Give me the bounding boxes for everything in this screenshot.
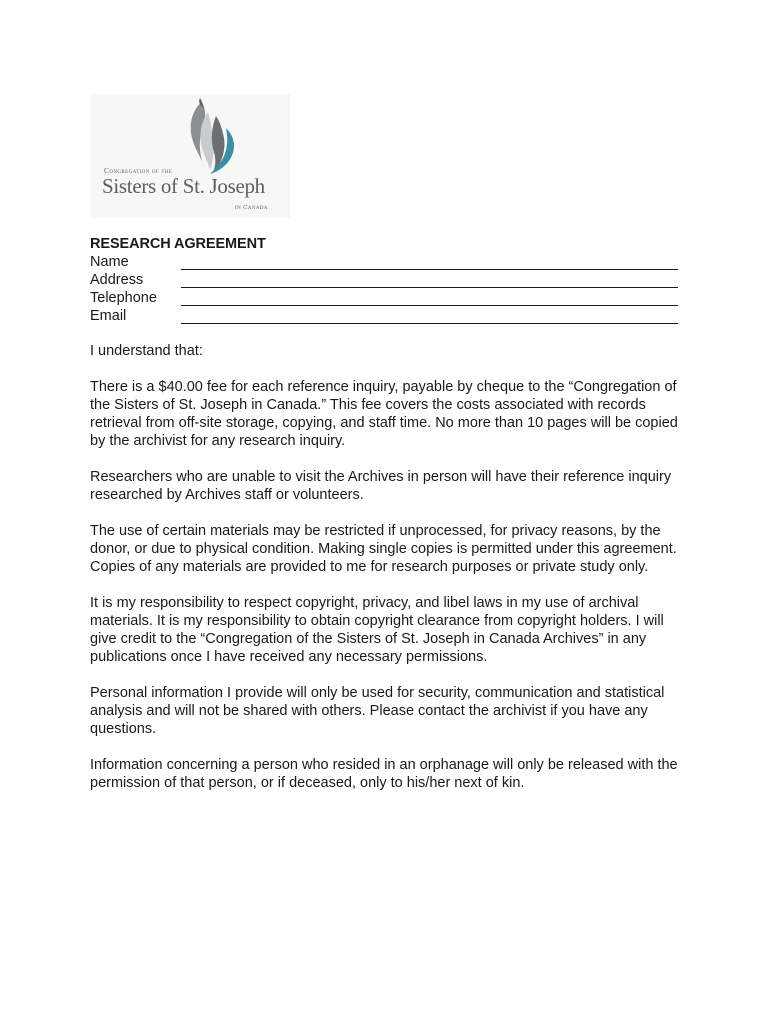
email-label: Email: [90, 308, 127, 324]
logo-line-canada: in Canada: [235, 204, 268, 211]
email-field-row: [90, 307, 678, 325]
address-input[interactable]: [181, 269, 678, 288]
restrictions-paragraph: The use of certain materials may be restricted if unprocessed, for privacy reasons, by the donor, or due to physical condition. Making single copies is permitted under this agreement. Copies of any materials are provided to me for research purposes or private study only.: [90, 523, 677, 575]
logo-line-sisters: Sisters of St. Joseph: [102, 174, 265, 198]
name-label: Name: [90, 254, 129, 270]
intro-text: I understand that:: [90, 343, 203, 359]
flame-emblem-icon: [90, 94, 290, 218]
copyright-paragraph: It is my responsibility to respect copyright, privacy, and libel laws in my use of archival materials. It is my responsibility to obtain copyright clearance from copyright holders. I will give credit to the “Congregation of the Sisters of St. Joseph in Canada Archives” in any publications once I have received any necessary permissions.: [90, 595, 664, 665]
name-input[interactable]: [181, 251, 678, 270]
fee-paragraph: There is a $40.00 fee for each reference inquiry, payable by cheque to the “Congregation of the Sisters of St. Joseph in Canada.” This fee covers the costs associated with records retrieval from off-site storage, copying, and staff time. No more than 10 pages will be copied by the archivist for any research inquiry.: [90, 379, 678, 449]
agreement-terms: [90, 342, 690, 810]
logo-line-congregation: Congregation of the: [104, 166, 173, 175]
email-input[interactable]: [181, 305, 678, 324]
privacy-paragraph: Personal information I provide will only be used for security, communication and statistical analysis and will not be shared with others. Please contact the archivist if you have any questions.: [90, 685, 665, 737]
telephone-input[interactable]: [181, 287, 678, 306]
research-agreement-form: [90, 235, 678, 325]
address-label: Address: [90, 272, 144, 288]
form-title: RESEARCH AGREEMENT: [90, 236, 266, 252]
organization-logo: [90, 94, 290, 218]
remote-research-paragraph: Researchers who are unable to visit the Archives in person will have their reference inquiry researched by Archives staff or volunteers.: [90, 469, 672, 503]
telephone-label: Telephone: [90, 290, 157, 306]
orphanage-paragraph: Information concerning a person who resided in an orphanage will only be released with the permission of that person, or if deceased, only to his/her next of kin.: [90, 757, 678, 791]
